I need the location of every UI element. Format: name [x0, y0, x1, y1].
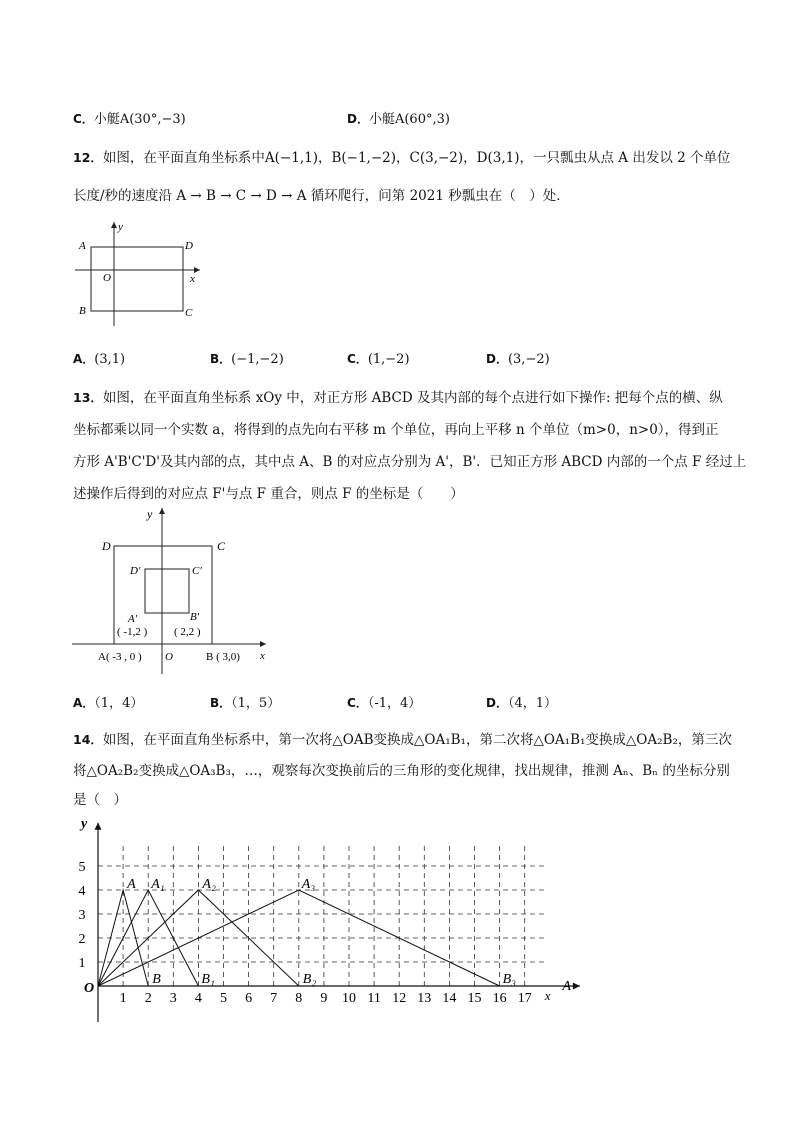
option-text: 小艇A(60°,3)	[368, 112, 450, 127]
option-label: D．	[347, 112, 369, 126]
option-label: B．	[210, 352, 232, 366]
x-tick-label: 7	[270, 991, 278, 1006]
q12-option-d[interactable]	[486, 350, 550, 367]
y-tick-label: 2	[78, 932, 86, 947]
x-tick-label: 6	[245, 991, 253, 1006]
label-y: y	[118, 221, 123, 233]
option-text: (1,−2)	[367, 352, 410, 367]
x-tick-label: 8	[295, 991, 303, 1006]
option-label: D．	[486, 352, 508, 366]
x-tick-label: 2	[144, 991, 152, 1006]
x-axis-label: x	[544, 988, 551, 1003]
x-tick-label: 16	[492, 991, 507, 1006]
y-tick-label: 1	[78, 956, 86, 971]
x-arrow-icon	[573, 983, 580, 990]
q12-figure	[70, 218, 220, 334]
y-arrow-icon	[95, 823, 102, 830]
label-c: C	[185, 307, 193, 319]
q13-figure	[70, 504, 280, 676]
question-number: 13．	[73, 390, 103, 405]
x-tick-label: 10	[342, 991, 356, 1006]
q14-stem-line3	[73, 790, 127, 810]
point-label-b2: B₂	[302, 972, 317, 987]
option-label: A．	[73, 696, 95, 710]
label-d: D	[102, 539, 111, 553]
point-label-b1: B₁	[201, 972, 215, 987]
x-tick-label: 13	[417, 991, 432, 1006]
x-tick-label: 14	[442, 991, 457, 1006]
question-text: 坐标都乘以同一个实数 a，将得到的点先向右平移 m 个单位，再向上平移 n 个单位（m>0，n>0），得到正	[73, 422, 719, 438]
label-b-coord: B ( 3,0)	[206, 651, 240, 663]
q13-option-a[interactable]	[73, 692, 143, 711]
label-origin: O	[103, 272, 111, 284]
label-c: C	[217, 539, 226, 553]
question-text: 将△OA₂B₂变换成△OA₃B₃，…，观察每次变换前后的三角形的变化规律，找出规律，推测 Aₙ、Bₙ 的坐标分别	[73, 763, 730, 779]
q14-stem-line1	[73, 730, 732, 750]
q12-stem-line1	[73, 148, 731, 168]
y-arrow-icon	[159, 508, 165, 514]
label-a: A	[79, 240, 86, 252]
option-label: C．	[73, 112, 94, 126]
y-axis-label: y	[81, 818, 88, 832]
option-text: (3,1)	[94, 352, 126, 367]
point-label-a: A	[127, 877, 136, 892]
q13-stem-line3	[73, 452, 746, 472]
q13-option-b[interactable]	[210, 692, 280, 711]
option-label: B．	[210, 696, 232, 710]
question-text: 如图，在平面直角坐标系中A(−1,1)，B(−1,−2)，C(3,−2)，D(3,1)，一只瓢虫从点 A 出发以 2 个单位	[102, 150, 731, 166]
q13-option-d[interactable]	[486, 692, 557, 711]
option-label: D．	[486, 696, 508, 710]
option-text: (−1,−2)	[231, 352, 284, 367]
question-number: 14．	[73, 732, 103, 747]
label-b-prime: B′	[190, 611, 200, 623]
question-text: 方形 A'B'C'D'及其内部的点，其中点 A、B 的对应点分别为 A'，B'．已知正方形 ABCD 内部的一个点 F 经过上	[73, 454, 747, 470]
point-label-b3: B₃	[502, 972, 517, 987]
label-origin: O	[165, 651, 173, 663]
question-text: 述操作后得到的对应点 F'与点 F 重合，则点 F 的坐标是（ ）	[73, 486, 464, 502]
question-text: 是（ ）	[73, 792, 127, 808]
option-text: (3,−2)	[507, 352, 550, 367]
q13-stem-line1	[73, 388, 723, 408]
option-label: A．	[73, 352, 95, 366]
x-tick-label: 4	[194, 991, 202, 1006]
origin-label: O	[84, 981, 95, 996]
q14-figure	[60, 818, 580, 1024]
label-b: B	[79, 305, 86, 317]
label-d-prime: D′	[130, 565, 141, 577]
x-tick-label: 5	[220, 991, 227, 1006]
q13-stem-line4	[73, 484, 464, 504]
square-apbpcpdp	[145, 569, 189, 613]
q14-stem-line2	[73, 761, 730, 781]
point-label-a3: A₃	[301, 877, 316, 892]
x-tick-label: 9	[320, 991, 328, 1006]
x-arrow-icon	[194, 267, 200, 273]
y-tick-label: 3	[78, 908, 86, 923]
x-tick-label: 15	[467, 991, 482, 1006]
label-a-prime-coord: ( -1,2 )	[117, 626, 148, 638]
x-tick-label: 3	[169, 991, 177, 1006]
option-text: 小艇A(30°,−3)	[93, 112, 186, 127]
x-arrow-icon	[260, 641, 266, 647]
option-text: （1，4）	[94, 696, 144, 711]
point-label-a1: A₁	[151, 877, 165, 892]
x-tick-label: 1	[119, 991, 127, 1006]
question-text: 长度/秒的速度沿 A → B → C → D → A 循环爬行，问第 2021 秒瓢虫在（ ）处．	[73, 188, 570, 204]
q11-option-c[interactable]	[73, 108, 186, 127]
option-text: （-1，4）	[367, 696, 422, 711]
q12-option-a[interactable]	[73, 350, 125, 367]
label-x: x	[260, 650, 265, 662]
y-tick-label: 5	[78, 860, 86, 875]
axis-arrow-label: A	[562, 979, 571, 994]
label-b-prime-coord: ( 2,2 )	[174, 626, 201, 638]
question-number: 12．	[73, 150, 103, 165]
option-text: （4，1）	[507, 696, 558, 711]
y-arrow-icon	[111, 222, 117, 228]
y-tick-label: 4	[78, 884, 86, 899]
question-text: 如图，在平面直角坐标系 xOy 中，对正方形 ABCD 及其内部的每个点进行如下操作: 把每个点的横、纵	[102, 390, 723, 406]
q12-option-b[interactable]	[210, 350, 284, 367]
label-a-coord: A( -3 , 0 )	[98, 651, 142, 663]
label-y: y	[147, 507, 153, 521]
q11-option-d[interactable]	[347, 108, 450, 127]
q13-stem-line2	[73, 420, 719, 440]
q12-option-c[interactable]	[347, 350, 410, 367]
point-label-b: B	[152, 972, 161, 987]
option-label: C．	[347, 352, 368, 366]
q13-option-c[interactable]	[347, 692, 421, 711]
question-text: 如图，在平面直角坐标系中，第一次将△OAB变换成△OA₁B₁，第二次将△OA₁B₁变换成△OA₂B₂，第三次	[102, 732, 732, 748]
option-text: （1，5）	[231, 696, 281, 711]
label-x: x	[190, 273, 195, 285]
label-d: D	[185, 240, 193, 252]
q12-stem-line2	[73, 186, 570, 206]
x-tick-label: 12	[392, 991, 407, 1006]
x-tick-label: 17	[517, 991, 532, 1006]
option-label: C．	[347, 696, 368, 710]
point-label-a2: A₂	[202, 877, 216, 892]
label-a-prime: A′	[128, 613, 138, 625]
label-c-prime: C′	[192, 565, 202, 577]
x-tick-label: 11	[367, 991, 381, 1006]
